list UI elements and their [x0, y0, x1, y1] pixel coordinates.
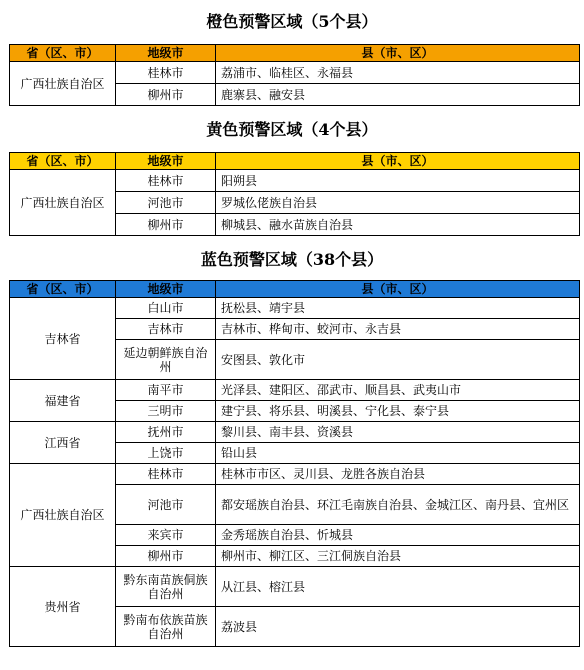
orange-section-title: 橙色预警区域（5个县） — [206, 12, 378, 31]
city-cell: 南平市 — [116, 380, 216, 401]
header-county: 县（市、区） — [216, 281, 580, 298]
city-cell: 黔南布依族苗族自治州 — [116, 607, 216, 647]
table-header-row — [10, 45, 580, 62]
city-cell: 上饶市 — [116, 443, 216, 464]
province-cell: 江西省 — [10, 422, 116, 464]
header-county: 县（市、区） — [216, 153, 580, 170]
yellow-section-title: 黄色预警区域（4个县） — [206, 120, 378, 139]
city-cell: 桂林市 — [116, 170, 216, 192]
table-row — [10, 567, 580, 607]
county-cell: 柳城县、融水苗族自治县 — [216, 214, 580, 236]
header-province: 省（区、市） — [10, 281, 116, 298]
city-cell: 河池市 — [116, 192, 216, 214]
county-cell: 建宁县、将乐县、明溪县、宁化县、泰宁县 — [216, 401, 580, 422]
table-row — [10, 422, 580, 443]
header-city: 地级市 — [116, 281, 216, 298]
city-cell: 桂林市 — [116, 464, 216, 485]
county-cell: 罗城仫佬族自治县 — [216, 192, 580, 214]
orange-warning-table — [9, 44, 580, 106]
city-cell: 三明市 — [116, 401, 216, 422]
county-cell: 荔波县 — [216, 607, 580, 647]
header-province: 省（区、市） — [10, 45, 116, 62]
table-row — [10, 62, 580, 84]
county-cell: 安图县、敦化市 — [216, 340, 580, 380]
table-row — [10, 170, 580, 192]
county-cell: 鹿寨县、融安县 — [216, 84, 580, 106]
city-cell: 延边朝鲜族自治州 — [116, 340, 216, 380]
city-cell: 河池市 — [116, 485, 216, 525]
table-header-row — [10, 153, 580, 170]
city-cell: 吉林市 — [116, 319, 216, 340]
city-cell: 桂林市 — [116, 62, 216, 84]
county-cell: 抚松县、靖宇县 — [216, 298, 580, 319]
table-header-row — [10, 281, 580, 298]
county-cell: 阳朔县 — [216, 170, 580, 192]
header-county: 县（市、区） — [216, 45, 580, 62]
city-cell: 黔东南苗族侗族自治州 — [116, 567, 216, 607]
header-province: 省（区、市） — [10, 153, 116, 170]
province-cell: 贵州省 — [10, 567, 116, 647]
county-cell: 荔浦市、临桂区、永福县 — [216, 62, 580, 84]
province-cell: 吉林省 — [10, 298, 116, 380]
province-cell: 广西壮族自治区 — [10, 170, 116, 236]
city-cell: 柳州市 — [116, 214, 216, 236]
city-cell: 白山市 — [116, 298, 216, 319]
county-cell: 都安瑶族自治县、环江毛南族自治县、金城江区、南丹县、宜州区 — [216, 485, 580, 525]
header-city: 地级市 — [116, 153, 216, 170]
header-city: 地级市 — [116, 45, 216, 62]
city-cell: 抚州市 — [116, 422, 216, 443]
yellow-warning-table — [9, 152, 580, 236]
county-cell: 金秀瑶族自治县、忻城县 — [216, 525, 580, 546]
table-row — [10, 464, 580, 485]
province-cell: 福建省 — [10, 380, 116, 422]
county-cell: 桂林市市区、灵川县、龙胜各族自治县 — [216, 464, 580, 485]
county-cell: 黎川县、南丰县、资溪县 — [216, 422, 580, 443]
city-cell: 柳州市 — [116, 84, 216, 106]
county-cell: 柳州市、柳江区、三江侗族自治县 — [216, 546, 580, 567]
blue-section-title: 蓝色预警区域（38个县） — [200, 250, 384, 269]
county-cell: 从江县、榕江县 — [216, 567, 580, 607]
blue-warning-table — [9, 280, 580, 647]
city-cell: 来宾市 — [116, 525, 216, 546]
table-row — [10, 298, 580, 319]
province-cell: 广西壮族自治区 — [10, 464, 116, 567]
county-cell: 吉林市、桦甸市、蛟河市、永吉县 — [216, 319, 580, 340]
county-cell: 铅山县 — [216, 443, 580, 464]
province-cell: 广西壮族自治区 — [10, 62, 116, 106]
county-cell: 光泽县、建阳区、邵武市、顺昌县、武夷山市 — [216, 380, 580, 401]
city-cell: 柳州市 — [116, 546, 216, 567]
table-row — [10, 380, 580, 401]
